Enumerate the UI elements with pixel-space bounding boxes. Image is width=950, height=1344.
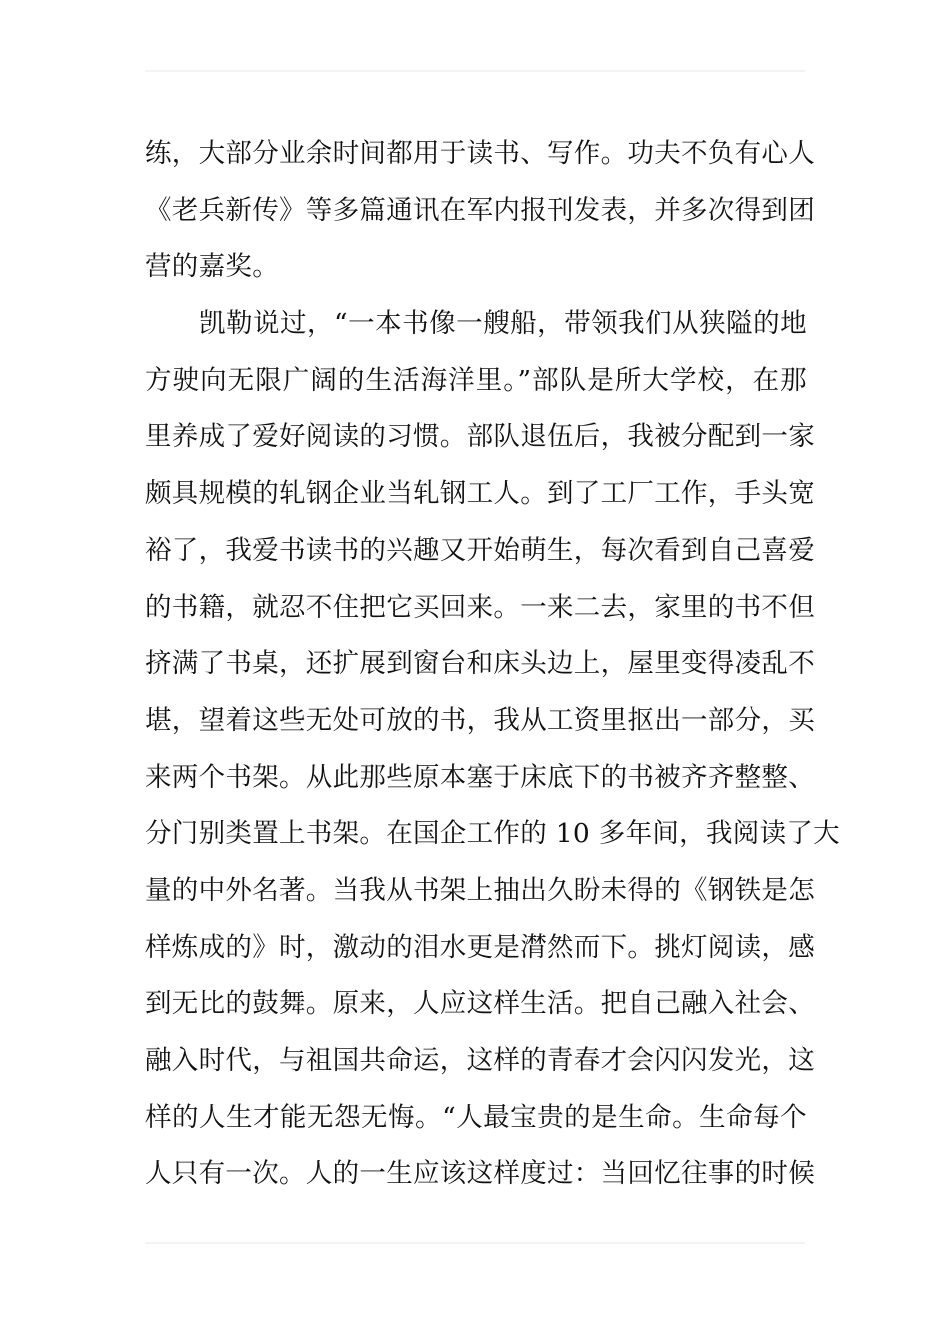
text-line: 样的人生才能无怨无悔。“人最宝贵的是生命。生命每个 [145, 1101, 807, 1133]
text-line: 《老兵新传》等多篇通讯在军内报刊发表，并多次得到团 [145, 194, 815, 226]
header-rule [145, 70, 805, 72]
text-line: 挤满了书桌，还扩展到窗台和床头边上，屋里变得凌乱不 [145, 648, 815, 680]
text-line: 样炼成的》时，激动的泪水更是潸然而下。挑灯阅读，感 [145, 931, 815, 963]
text-line: 方驶向无限广阔的生活海洋里。”部队是所大学校，在那 [145, 364, 807, 396]
text-line: 里养成了爱好阅读的习惯。部队退伍后，我被分配到一家 [145, 421, 815, 453]
text-line: 分门别类置上书架。在国企工作的 10 多年间，我阅读了大 [145, 818, 840, 850]
footer-rule [145, 1242, 805, 1244]
text-line: 堪，望着这些无处可放的书，我从工资里抠出一部分，买 [145, 704, 815, 736]
text-line: 人只有一次。人的一生应该这样度过：当回忆往事的时候 [145, 1158, 815, 1190]
text-line: 练，大部分业余时间都用于读书、写作。功夫不负有心人 [145, 138, 815, 169]
text-line: 量的中外名著。当我从书架上抽出久盼未得的《钢铁是怎 [145, 874, 815, 906]
text-line: 到无比的鼓舞。原来，人应这样生活。把自己融入社会、 [145, 988, 815, 1020]
text-line: 营的嘉奖。 [145, 251, 279, 283]
text-line: 来两个书架。从此那些原本塞于床底下的书被齐齐整整、 [145, 761, 815, 793]
body-text [145, 126, 840, 1203]
text-line: 融入时代，与祖国共命运，这样的青春才会闪闪发光，这 [145, 1045, 815, 1076]
text-line: 裕了，我爱书读书的兴趣又开始萌生，每次看到自己喜爱 [145, 534, 815, 566]
text-line: 的书籍，就忍不住把它买回来。一来二去，家里的书不但 [145, 591, 815, 623]
text-line: 凯勒说过，“一本书像一艘船，带领我们从狭隘的地 [145, 308, 807, 340]
text-line: 颇具规模的轧钢企业当轧钢工人。到了工厂工作，手头宽 [145, 478, 815, 510]
